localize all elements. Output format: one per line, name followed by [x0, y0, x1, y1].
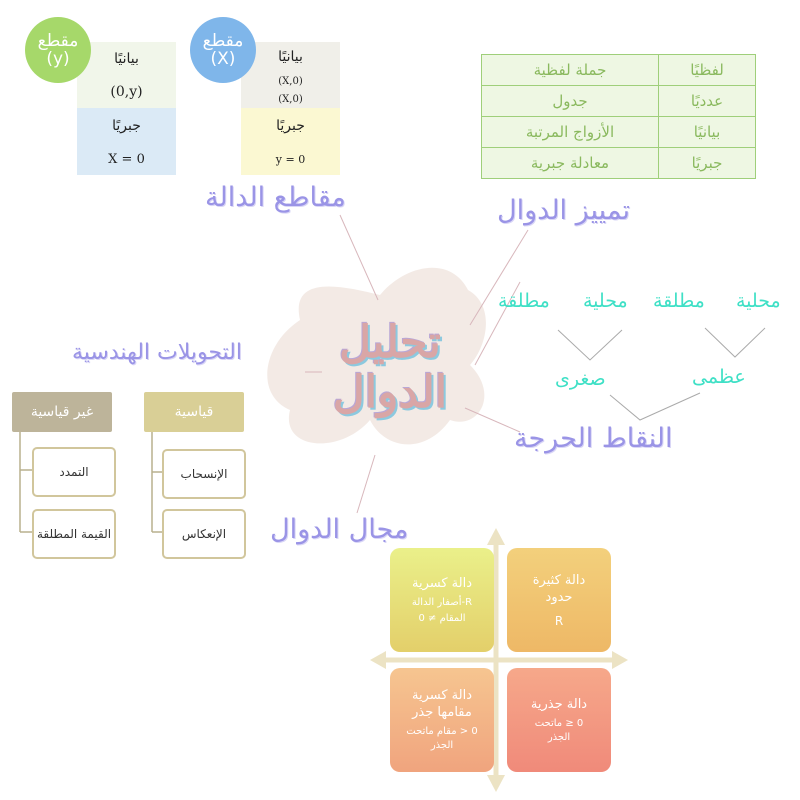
- transform-translation-box: الإنسحاب: [162, 449, 246, 499]
- intercepts-heading: مقاطع الدالة: [205, 182, 346, 213]
- table-cell-type: جبريًا: [659, 148, 756, 179]
- domain-quadrant-polynomial: [507, 548, 611, 652]
- quadrant-line: R: [554, 614, 564, 628]
- domain-quadrant-rational-root: [390, 668, 494, 772]
- representation-table: [481, 54, 756, 179]
- x-intercept-card: [241, 42, 340, 175]
- rigid-header: قياسية: [144, 392, 244, 432]
- table-cell-form: جدول: [482, 86, 659, 117]
- x-circle-var: (X): [210, 49, 236, 69]
- y-intercept-circle: [25, 17, 91, 83]
- quadrant-line: 0 ≤ ماتحت الجذر: [534, 717, 584, 743]
- quadrant-title: دالة كسرية مقامها جذر: [411, 688, 472, 720]
- center-title-line2: الدوال: [332, 367, 448, 418]
- transform-reflection-box: الإنعكاس: [162, 509, 246, 559]
- center-title: [315, 318, 465, 418]
- critical-label-maximum: عظمى: [692, 366, 746, 388]
- table-cell-form: الأزواج المرتبة: [482, 117, 659, 148]
- domain-quadrant-rational: [390, 548, 494, 652]
- x-graphical-value-2: (X,0): [241, 90, 340, 108]
- table-row: [482, 55, 756, 86]
- critical-label-absolute-2: مطلقة: [653, 290, 705, 312]
- x-algebraic-value: y = 0: [241, 144, 340, 175]
- table-cell-type: لفظيًا: [659, 55, 756, 86]
- center-title-line1: تحليل: [339, 317, 441, 368]
- table-row: [482, 117, 756, 148]
- critical-label-absolute-1: مطلقة: [498, 290, 550, 312]
- critical-label-minimum: صغرى: [555, 368, 606, 390]
- domain-heading: مجال الدوال: [270, 514, 409, 545]
- transformations-heading: التحويلات الهندسية: [72, 340, 242, 365]
- quadrant-title: دالة جذرية: [530, 696, 588, 712]
- quadrant-line: المقام ≠ 0: [418, 612, 466, 624]
- quadrant-line: 0 < مقام ماتحت الجذر: [406, 726, 478, 751]
- critical-label-local-2: محلية: [736, 290, 781, 312]
- y-graphical-label: بيانيًا: [77, 42, 176, 76]
- x-intercept-circle: [190, 17, 256, 83]
- quadrant-title: دالة كسرية: [412, 575, 473, 591]
- y-circle-label: مقطع: [37, 31, 79, 51]
- table-cell-form: معادلة جبرية: [482, 148, 659, 179]
- representation-heading: تمييز الدوال: [497, 195, 630, 226]
- x-algebraic-label: جبريًا: [241, 108, 340, 144]
- x-graphical-label: بيانيًا: [241, 42, 340, 72]
- y-intercept-card: [77, 42, 176, 175]
- table-row: [482, 86, 756, 117]
- table-cell-form: جملة لفظية: [482, 55, 659, 86]
- transform-absolute-value-box: القيمة المطلقة: [32, 509, 116, 559]
- nonrigid-header: غير قياسية: [12, 392, 112, 432]
- transform-dilation-box: التمدد: [32, 447, 116, 497]
- domain-quadrant-radical: [507, 668, 611, 772]
- y-algebraic-value: X = 0: [77, 144, 176, 175]
- critical-label-local-1: محلية: [583, 290, 628, 312]
- table-cell-type: عدديًا: [659, 86, 756, 117]
- quadrant-line: R-أصفار الدالة: [411, 596, 473, 608]
- critical-points-heading: النقاط الحرجة: [514, 423, 673, 454]
- table-cell-type: بيانيًا: [659, 117, 756, 148]
- quadrant-title: دالة كثيرة حدود: [532, 573, 586, 605]
- y-algebraic-label: جبريًا: [77, 108, 176, 144]
- x-circle-label: مقطع: [202, 31, 244, 51]
- x-graphical-value-1: (X,0): [241, 72, 340, 90]
- table-row: [482, 148, 756, 179]
- y-circle-var: (y): [46, 49, 70, 69]
- y-graphical-value: (0,y): [77, 76, 176, 108]
